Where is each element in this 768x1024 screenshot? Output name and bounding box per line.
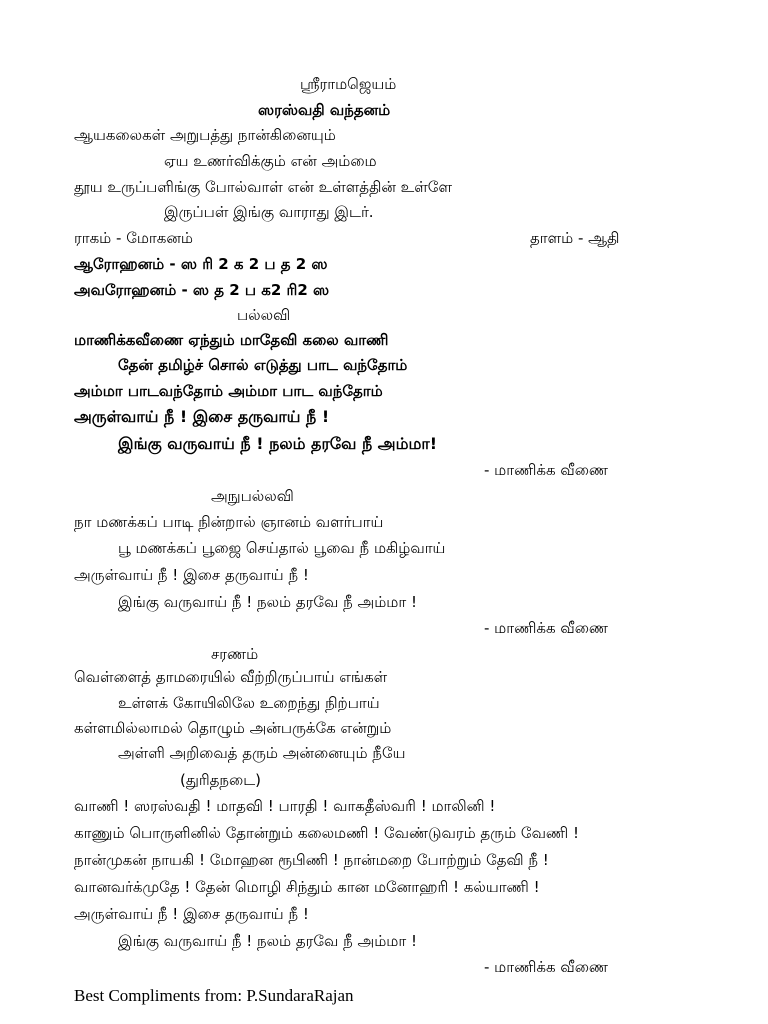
pallavi-line-3: அம்மா பாடவந்தோம் அம்மா பாட வந்தோம் [74,382,383,400]
pallavi-line-2: தேன் தமிழ்ச் சொல் எடுத்து பாட வந்தோம் [118,356,408,374]
footer-credit: Best Compliments from: P.SundaraRajan [74,986,354,1005]
intro-verse-line-4: இருப்பள் இங்கு வாராது இடர். [164,203,374,221]
anupallavi-refrain: - மாணிக்க வீணை [484,619,608,637]
raga-label: ராகம் - மோகனம் [74,229,193,247]
charanam-fast-line-5: அருள்வாய் நீ ! இசை தருவாய் நீ ! [74,905,309,923]
pallavi-refrain: - மாணிக்க வீணை [484,461,608,479]
charanam-refrain: - மாணிக்க வீணை [484,958,608,976]
invocation-line: ஸ்ரீராமஜெயம் [300,75,397,93]
pallavi-line-5: இங்கு வருவாய் நீ ! நலம் தரவே நீ அம்மா! [118,434,437,453]
anupallavi-line-4: இங்கு வருவாய் நீ ! நலம் தரவே நீ அம்மா ! [118,593,417,611]
charanam-line-4: அள்ளி அறிவைத் தரும் அன்னையும் நீயே [118,744,406,762]
charanam-fast-line-4: வானவர்க்முதே ! தேன் மொழி சிந்தும் கான மனோஹரி ! கல்யாணி ! [74,878,540,896]
anupallavi-line-2: பூ மணக்கப் பூஜை செய்தால் பூவை நீ மகிழ்வாய் [118,539,446,557]
anupallavi-line-1: நா மணக்கப் பாடி நின்றால் ஞானம் வளர்பாய் [74,513,384,531]
tempo-note: (துரிதநடை) [180,771,262,789]
document-title: ஸரஸ்வதி வந்தனம் [258,101,391,119]
intro-verse-line-1: ஆயகலைகள் அறுபத்து நான்கினையும் [74,126,336,144]
arohanam-line: ஆரோஹனம் - ஸ ரி 2 க 2 ப த 2 ஸ [74,255,328,273]
anupallavi-heading: அநுபல்லவி [211,487,294,505]
pallavi-line-4: அருள்வாய் நீ ! இசை தருவாய் நீ ! [74,407,330,426]
intro-verse-line-3: தூய உருப்பளிங்கு போல்வாள் என் உள்ளத்தின் உள்ளே [74,178,452,196]
pallavi-line-1: மாணிக்கவீணை ஏந்தும் மாதேவி கலை வாணி [74,331,389,349]
charanam-fast-line-3: நான்முகன் நாயகி ! மோஹன ரூபிணி ! நான்மறை போற்றும் தேவி நீ ! [74,851,549,869]
charanam-line-1: வெள்ளைத் தாமரையில் வீற்றிருப்பாய் எங்கள் [74,668,388,686]
charanam-line-2: உள்ளக் கோயிலிலே உறைந்து நிற்பாய் [118,694,380,712]
tala-label: தாளம் - ஆதி [530,229,620,247]
charanam-fast-line-2: காணும் பொருளினில் தோன்றும் கலைமணி ! வேண்டுவரம் தரும் வேணி ! [74,824,580,842]
charanam-fast-line-1: வாணி ! ஸரஸ்வதி ! மாதவி ! பாரதி ! வாகதீஸ்வரி ! மாலினி ! [74,797,496,815]
intro-verse-line-2: ஏய உணர்விக்கும் என் அம்மை [164,152,377,170]
charanam-heading: சரணம் [211,645,259,663]
charanam-line-3: கள்ளமில்லாமல் தொழும் அன்பருக்கே என்றும் [74,719,392,737]
pallavi-heading: பல்லவி [237,306,291,324]
charanam-fast-line-6: இங்கு வருவாய் நீ ! நலம் தரவே நீ அம்மா ! [118,932,417,950]
avarohanam-line: அவரோஹனம் - ஸ த 2 ப க2 ரி2 ஸ [74,281,330,299]
anupallavi-line-3: அருள்வாய் நீ ! இசை தருவாய் நீ ! [74,566,309,584]
